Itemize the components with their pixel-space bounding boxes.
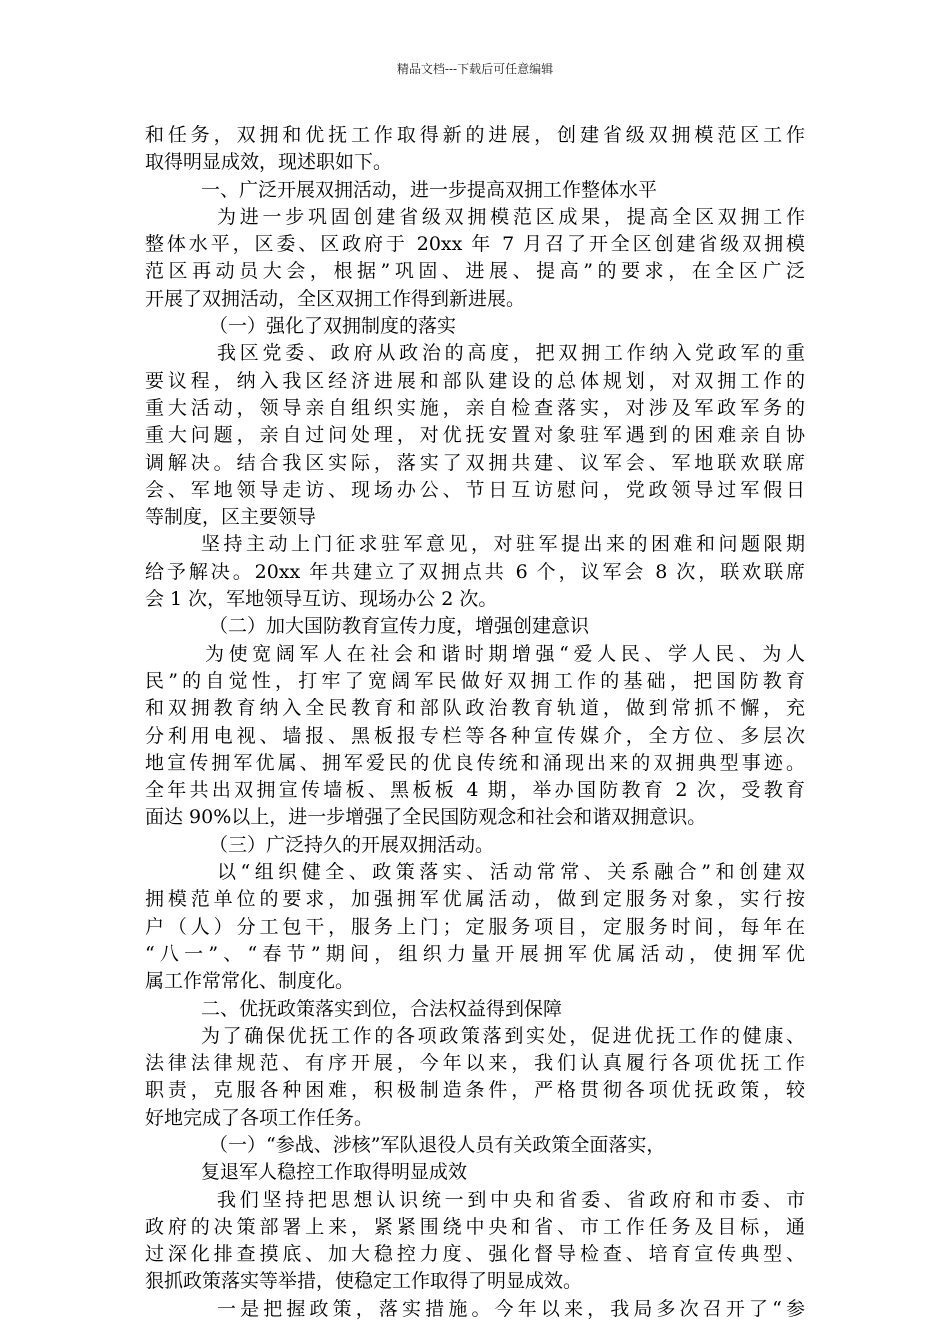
text-line: 职责，克服各种困难，积极制造条件，严格贯彻各项优抚政策，较 (145, 1079, 805, 1102)
subsection-heading: （二）加大国防教育宣传力度，增强创建意识 (209, 615, 590, 638)
text-line: 坚持主动上门征求驻军意见，对驻军提出来的困难和问题限期 (201, 533, 805, 556)
text-line: 地宣传拥军优属、拥军爱民的优良传统和涌现出来的双拥典型事迹。 (145, 751, 805, 774)
text-line: 为了确保优抚工作的各项政策落到实处，促进优抚工作的健康、 (201, 1024, 805, 1047)
text-line: 开展了双拥活动，全区双拥工作得到新进展。 (145, 287, 526, 310)
text-line: 好地完成了各项工作任务。 (145, 1106, 374, 1129)
subsection-heading: （三）广泛持久的开展双拥活动。 (209, 833, 495, 856)
text-line: 全年共出双拥宣传墙板、黑板板 4 期，举办国防教育 2 次，受教育 (145, 779, 805, 802)
text-line: 民”的自觉性，打牢了宽阔军民做好双拥工作的基础，把国防教育 (145, 669, 805, 692)
text-line: 法律法律规范、有序开展，今年以来，我们认真履行各项优抚工作 (145, 1052, 805, 1075)
text-line: 狠抓政策落实等举措，使稳定工作取得了明显成效。 (145, 1270, 583, 1293)
text-line: 拥模范单位的要求，加强拥军优属活动，做到定服务对象，实行按 (145, 888, 805, 911)
document-body (145, 122, 805, 1323)
text-line: 属工作常常化、制度化。 (145, 970, 355, 993)
text-line: 取得明显成效，现述职如下。 (145, 151, 393, 174)
text-line: 给予解决。20xx 年共建立了双拥点共 6 个，议军会 8 次，联欢联席 (145, 560, 805, 583)
text-line: 政府的决策部署上来，紧紧围绕中央和省、市工作任务及目标，通 (145, 1215, 805, 1238)
section-heading: 二、优抚政策落实到位，合法权益得到保障 (201, 997, 563, 1020)
text-line: 为使宽阔军人在社会和谐时期增强“爱人民、学人民、为人 (205, 642, 805, 665)
text-line: 一是把握政策，落实措施。今年以来，我局多次召开了“参 (217, 1297, 805, 1320)
text-line: 重大问题，亲自过问处理，对优抚安置对象驻军遇到的困难亲自协 (145, 424, 805, 447)
text-line: 会、军地领导走访、现场办公、节日互访慰问，党政领导过军假日 (145, 478, 805, 501)
text-line: 过深化排查摸底、加大稳控力度、强化督导检查、培育宣传典型、 (145, 1243, 805, 1266)
text-line: 为进一步巩固创建省级双拥模范区成果，提高全区双拥工作 (217, 205, 805, 228)
text-line: 调解决。结合我区实际，落实了双拥共建、议军会、军地联欢联席 (145, 451, 805, 474)
text-line: 范区再动员大会，根据”巩固、进展、提高”的要求，在全区广泛 (145, 260, 805, 283)
text-line: 面达 90%以上，进一步增强了全民国防观念和社会和谐双拥意识。 (145, 806, 707, 829)
section-heading: 一、广泛开展双拥活动，进一步提高双拥工作整体水平 (201, 178, 658, 201)
text-line: 重大活动，领导亲自组织实施，亲自检查落实，对涉及军政军务的 (145, 396, 805, 419)
subsection-heading: （一）“参战、涉核”军队退役人员有关政策全面落实， (209, 1133, 666, 1156)
text-line: 和任务，双拥和优抚工作取得新的进展，创建省级双拥模范区工作 (145, 124, 805, 146)
text-line: 要议程，纳入我区经济进展和部队建设的总体规划，对双拥工作的 (145, 369, 805, 392)
text-line: 户（人）分工包干，服务上门；定服务项目，定服务时间，每年在 (145, 915, 805, 938)
text-line: 等制度，区主要领导 (145, 506, 317, 529)
text-line: 我区党委、政府从政治的高度，把双拥工作纳入党政军的重 (217, 342, 805, 365)
text-line: “八一”、“春节”期间，组织力量开展拥军优属活动，使拥军优 (145, 942, 805, 965)
subsection-heading: （一）强化了双拥制度的落实 (209, 315, 457, 338)
text-line: 整体水平，区委、区政府于 20xx 年 7 月召了开全区创建省级双拥模 (145, 233, 805, 256)
text-line: 和双拥教育纳入全民教育和部队政治教育轨道，做到常抓不懈，充 (145, 697, 805, 720)
text-line: 我们坚持把思想认识统一到中央和省委、省政府和市委、市 (217, 1188, 805, 1211)
page-header: 精品文档---下载后可任意编辑 (396, 62, 554, 76)
text-line: 分利用电视、墙报、黑板报专栏等各种宣传媒介，全方位、多层次 (145, 724, 805, 747)
subsection-heading-continued: 复退军人稳控工作取得明显成效 (201, 1161, 468, 1184)
text-line: 以“组织健全、政策落实、活动常常、关系融合”和创建双 (217, 861, 805, 884)
text-line: 会 1 次，军地领导互访、现场办公 2 次。 (145, 588, 498, 611)
